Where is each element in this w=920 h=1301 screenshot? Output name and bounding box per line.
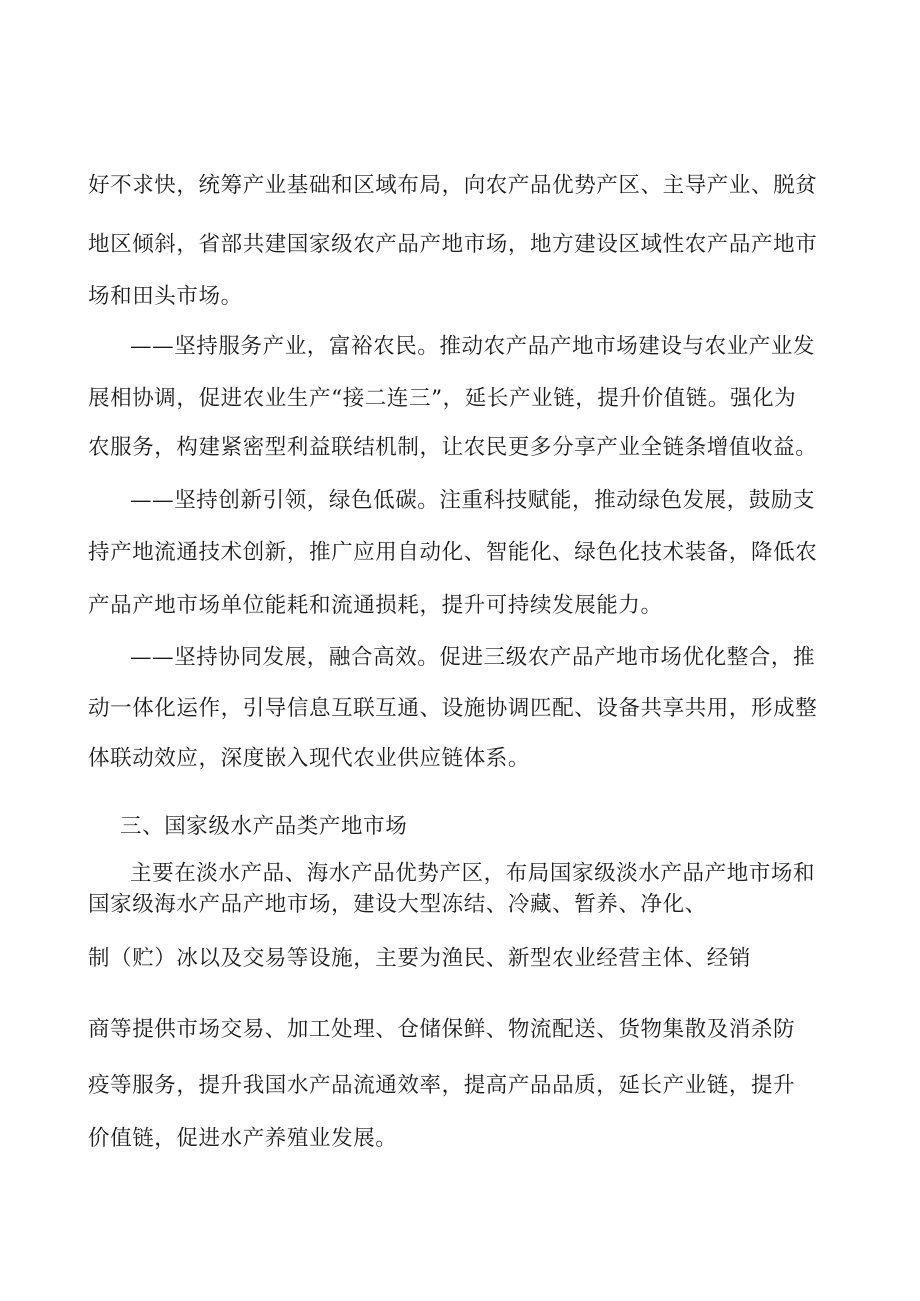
paragraph-line: 动一体化运作，引导信息互联互通、设施协调匹配、设备共享共用，形成整 <box>88 696 818 721</box>
paragraph-line: 商等提供市场交易、加工处理、仓储保鲜、物流配送、货物集散及消杀防 <box>88 1017 796 1042</box>
paragraph-line: 国家级海水产品产地市场，建设大型冻结、冷藏、暂养、净化、 <box>88 892 707 917</box>
section-heading: 三、国家级水产品类产地市场 <box>120 814 408 839</box>
principle-heading-line: ——坚持协同发展，融合高效。促进三级农产品产地市场优化整合，推 <box>130 645 816 670</box>
paragraph-line: 价值链，促进水产养殖业发展。 <box>88 1126 398 1151</box>
paragraph-line: 展相协调，促进农业生产“接二连三”，延长产业链，提升价值链。强化为 <box>88 386 797 411</box>
paragraph-line: 农服务，构建紧密型利益联结机制，让农民更多分享产业全链条增值收益。 <box>88 435 818 460</box>
paragraph-line: 场和田头市场。 <box>88 284 243 309</box>
paragraph-line: 产品产地市场单位能耗和流通损耗，提升可持续发展能力。 <box>88 593 663 618</box>
principle-heading-line: ——坚持服务产业，富裕农民。推动农产品产地市场建设与农业产业发 <box>130 334 816 359</box>
paragraph-line: 体联动效应，深度嵌入现代农业供应链体系。 <box>88 746 531 771</box>
paragraph-line: 制（贮）冰以及交易等设施，主要为渔民、新型农业经营主体、经销 <box>88 946 752 971</box>
principle-heading-line: ——坚持创新引领，绿色低碳。注重科技赋能，推动绿色发展，鼓励支 <box>130 488 816 513</box>
paragraph-line: 疫等服务，提升我国水产品流通效率，提高产品品质，延长产业链，提升 <box>88 1073 796 1098</box>
paragraph-line: 持产地流通技术创新，推广应用自动化、智能化、绿色化技术装备，降低农 <box>88 540 818 565</box>
paragraph-line: 地区倾斜，省部共建国家级农产品产地市场，地方建设区域性农产品产地市 <box>88 232 818 257</box>
paragraph-line: 好不求快，统筹产业基础和区域布局，向农产品优势产区、主导产业、脱贫 <box>88 173 818 198</box>
paragraph-line: 主要在淡水产品、海水产品优势产区，布局国家级淡水产品产地市场和 <box>130 861 816 886</box>
